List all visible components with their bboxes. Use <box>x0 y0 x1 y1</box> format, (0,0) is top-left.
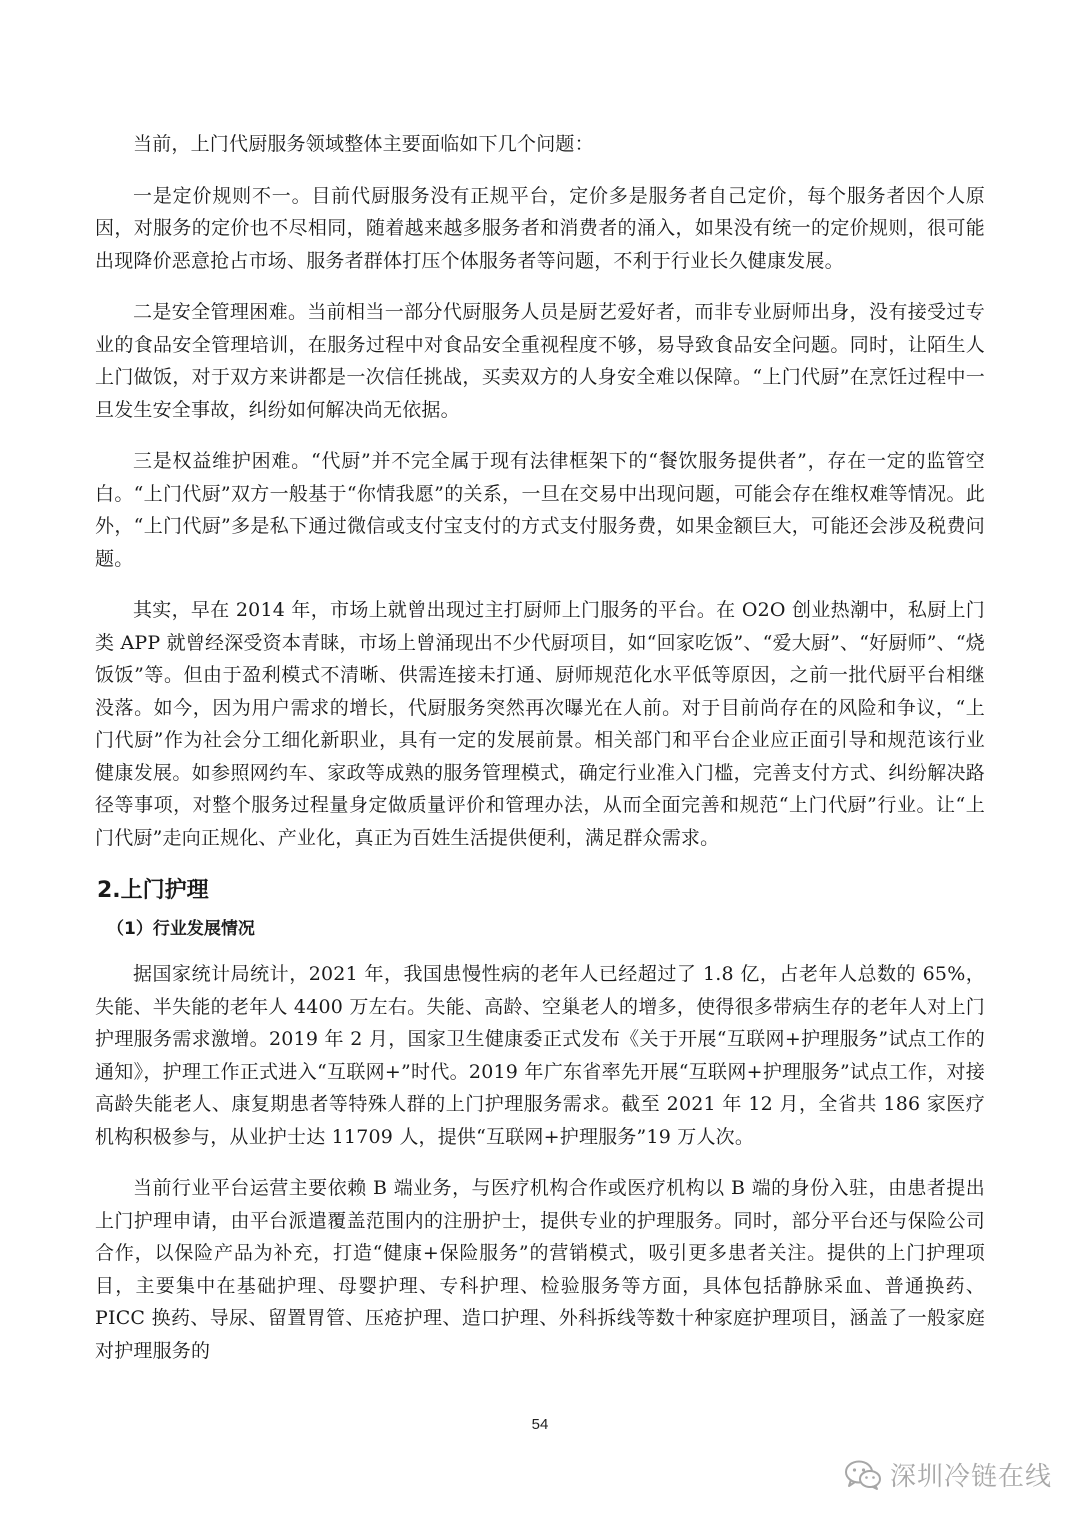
wechat-icon <box>844 1459 882 1491</box>
paragraph-safety-issue: 二是安全管理困难。当前相当一部分代厨服务人员是厨艺爱好者，而非专业厨师出身，没有接受过专业的食品安全管理培训，在服务过程中对食品安全重视程度不够，易导致食品安全问题。同时，让陌生人上门做饭，对于双方来讲都是一次信任挑战，买卖双方的人身安全难以保障。“上门代厨”在烹饪过程中一旦发生安全事故，纠纷如何解决尚无依据。 <box>95 301 985 421</box>
watermark-text: 深圳冷链在线 <box>889 1462 1052 1492</box>
watermark <box>844 1456 1052 1493</box>
paragraph-statistics: 据国家统计局统计，2021 年，我国患慢性病的老年人已经超过了 1.8 亿，占老年人总数的 65%，失能、半失能的老年人 4400 万左右。失能、高龄、空巢老人的增多，使得很多带病生存的老年人对上门护理服务需求激增。2019 年 2 月，国家卫生健康委正式发布《关于开展“互联网+护理服务”试点工作的通知》，护理工作正式进入“互联网+”时代。2019 年广东省率先开展“互联网+护理服务”试点工作，对接高龄失能老人、康复期患者等特殊人群的上门护理服务需求。截至 2021 年 12 月，全省共 186 家医疗机构积极参与，从业护士达 11709 人，提供“互联网+护理服务”19 万人次。 <box>95 963 985 1148</box>
paragraph-rights-issue: 三是权益维护困难。“代厨”并不完全属于现有法律框架下的“餐饮服务提供者”，存在一定的监管空白。“上门代厨”双方一般基于“你情我愿”的关系，一旦在交易中出现问题，可能会存在维权难等情况。此外，“上门代厨”多是私下通过微信或支付宝支付的方式支付服务费，如果金额巨大，可能还会涉及税费问题。 <box>95 450 985 570</box>
paragraph-pricing-issue: 一是定价规则不一。目前代厨服务没有正规平台，定价多是服务者自己定价，每个服务者因个人原因，对服务的定价也不尽相同，随着越来越多服务者和消费者的涌入，如果没有统一的定价规则，很可能出现降价恶意抢占市场、服务者群体打压个体服务者等问题，不利于行业长久健康发展。 <box>95 184 985 272</box>
paragraph-platform-operation: 当前行业平台运营主要依赖 B 端业务，与医疗机构合作或医疗机构以 B 端的身份入驻，由患者提出上门护理申请，由平台派遣覆盖范围内的注册护士，提供专业的护理服务。同时，部分平台还与保险公司合作，以保险产品为补充，打造“健康+保险服务”的营销模式，吸引更多患者关注。提供的上门护理项目，主要集中在基础护理、母婴护理、专科护理、检验服务等方面，具体包括静脉采血、普通换药、PICC 换药、导尿、留置胃管、压疮护理、造口护理、外科拆线等数十种家庭护理项目，涵盖了一般家庭对护理服务的 <box>95 1177 985 1362</box>
subsection-heading: （1）行业发展情况 <box>107 919 255 939</box>
paragraph-history-outlook: 其实，早在 2014 年，市场上就曾出现过主打厨师上门服务的平台。在 O2O 创业热潮中，私厨上门类 APP 就曾经深受资本青睐，市场上曾涌现出不少代厨项目，如“回家吃饭”、“爱大厨”、“好厨师”、“烧饭饭”等。但由于盈利模式不清晰、供需连接未打通、厨师规范化水平低等原因，之前一批代厨平台相继没落。如今，因为用户需求的增长，代厨服务突然再次曝光在人前。对于目前尚存在的风险和争议，“上门代厨”作为社会分工细化新职业，具有一定的发展前景。相关部门和平台企业应正面引导和规范该行业健康发展。如参照网约车、家政等成熟的服务管理模式，确定行业准入门槛，完善支付方式、纠纷解决路径等事项，对整个服务过程量身定做质量评价和管理办法，从而全面完善和规范“上门代厨”行业。让“上门代厨”走向正规化、产业化，真正为百姓生活提供便利，满足群众需求。 <box>95 599 985 849</box>
paragraph-issues-intro: 当前，上门代厨服务领域整体主要面临如下几个问题： <box>133 133 594 155</box>
section-heading: 2.上门护理 <box>97 878 209 903</box>
page-number: 54 <box>531 1416 549 1433</box>
document-page <box>95 128 985 1386</box>
